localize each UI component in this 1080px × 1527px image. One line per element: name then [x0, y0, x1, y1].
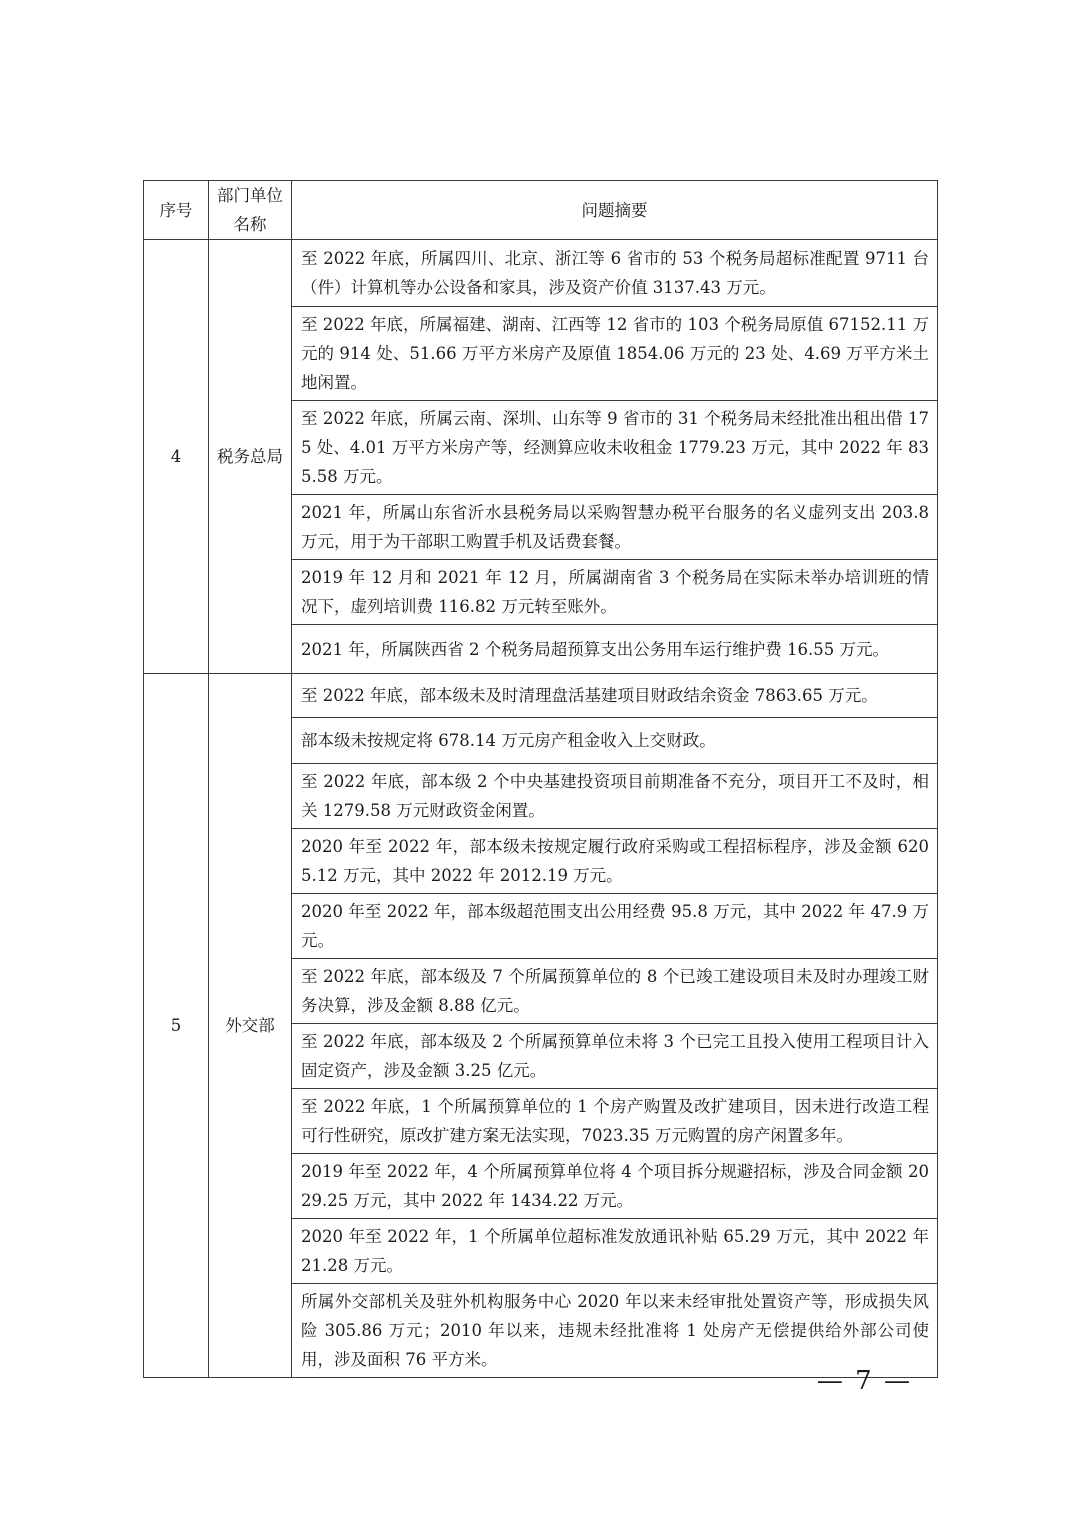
- issue-summary-cell: 部本级未按规定将 678.14 万元房产租金收入上交财政。: [292, 718, 938, 764]
- group-department-name: 税务总局: [209, 240, 292, 674]
- issue-summary-cell: 至 2022 年底，部本级未及时清理盘活基建项目财政结余资金 7863.65 万元。: [292, 674, 938, 718]
- header-serial-number: 序号: [144, 181, 209, 240]
- header-issue-summary: 问题摘要: [292, 181, 938, 240]
- page-number: — 7 —: [816, 1366, 912, 1396]
- issue-summary-cell: 2019 年至 2022 年，4 个所属预算单位将 4 个项目拆分规避招标，涉及合同金额 2029.25 万元，其中 2022 年 1434.22 万元。: [292, 1154, 938, 1219]
- issue-summary-cell: 至 2022 年底，所属福建、湖南、江西等 12 省市的 103 个税务局原值 67152.11 万元的 914 处、51.66 万平方米房产及原值 1854.06 万元的 23 处、4.69 万平方米土地闲置。: [292, 307, 938, 401]
- issue-summary-cell: 至 2022 年底，部本级 2 个中央基建投资项目前期准备不充分，项目开工不及时，相关 1279.58 万元财政资金闲置。: [292, 764, 938, 829]
- issue-summary-cell: 至 2022 年底，所属四川、北京、浙江等 6 省市的 53 个税务局超标准配置 9711 台（件）计算机等办公设备和家具，涉及资产价值 3137.43 万元。: [292, 240, 938, 307]
- issue-summary-cell: 2019 年 12 月和 2021 年 12 月，所属湖南省 3 个税务局在实际未举办培训班的情况下，虚列培训费 116.82 万元转至账外。: [292, 560, 938, 625]
- issue-summary-cell: 2020 年至 2022 年，部本级未按规定履行政府采购或工程招标程序，涉及金额 6205.12 万元，其中 2022 年 2012.19 万元。: [292, 829, 938, 894]
- table-row: [144, 240, 938, 307]
- table-row: [144, 674, 938, 718]
- audit-issues-table: [143, 180, 938, 1378]
- header-department-name: 部门单位名称: [209, 181, 292, 240]
- issue-summary-cell: 2021 年，所属陕西省 2 个税务局超预算支出公务用车运行维护费 16.55 万元。: [292, 625, 938, 674]
- issue-summary-cell: 至 2022 年底，部本级及 2 个所属预算单位未将 3 个已完工且投入使用工程项目计入固定资产，涉及金额 3.25 亿元。: [292, 1024, 938, 1089]
- issue-summary-cell: 至 2022 年底，1 个所属预算单位的 1 个房产购置及改扩建项目，因未进行改造工程可行性研究，原改扩建方案无法实现，7023.35 万元购置的房产闲置多年。: [292, 1089, 938, 1154]
- table-header-row: [144, 181, 938, 240]
- issue-summary-cell: 2021 年，所属山东省沂水县税务局以采购智慧办税平台服务的名义虚列支出 203.8 万元，用于为干部职工购置手机及话费套餐。: [292, 495, 938, 560]
- issue-summary-cell: 2020 年至 2022 年，部本级超范围支出公用经费 95.8 万元，其中 2022 年 47.9 万元。: [292, 894, 938, 959]
- issue-summary-cell: 所属外交部机关及驻外机构服务中心 2020 年以来未经审批处置资产等，形成损失风险 305.86 万元；2010 年以来，违规未经批准将 1 处房产无偿提供给外部公司使用，涉及面积 76 平方米。: [292, 1284, 938, 1378]
- issue-summary-cell: 至 2022 年底，部本级及 7 个所属预算单位的 8 个已竣工建设项目未及时办理竣工财务决算，涉及金额 8.88 亿元。: [292, 959, 938, 1024]
- group-serial-number: 5: [144, 674, 209, 1378]
- group-department-name: 外交部: [209, 674, 292, 1378]
- group-serial-number: 4: [144, 240, 209, 674]
- issue-summary-cell: 至 2022 年底，所属云南、深圳、山东等 9 省市的 31 个税务局未经批准出租出借 175 处、4.01 万平方米房产等，经测算应收未收租金 1779.23 万元，其中 2022 年 835.58 万元。: [292, 401, 938, 495]
- issue-summary-cell: 2020 年至 2022 年，1 个所属单位超标准发放通讯补贴 65.29 万元，其中 2022 年 21.28 万元。: [292, 1219, 938, 1284]
